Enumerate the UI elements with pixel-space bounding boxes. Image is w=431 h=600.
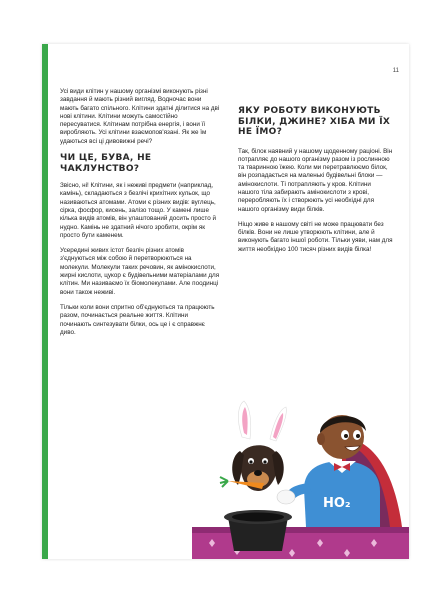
paragraph: Так, білок наявний у нашому щоденному раціоні. Він потрапляє до нашого організму разом із рослинною та тваринною їжею. Коли ми перетравлюємо білок, він розпадається на маленькі будівельні блоки — амінокислоти. Ті потрапляють у кров. Клітини нашого тіла забирають амінокислоти з крові, переробляють їх і створюють усі необхідні для нашого організму види білків. [238, 147, 393, 213]
paragraph: Ніщо живе в нашому світі не може працювати без білків. Вони не лише утворюють клітини, але й виконують багато іншої роботи. Тільки уяви, нам для життя необхідно 100 тисяч різних видів білка! [238, 220, 393, 253]
section-heading: ЯКУ РОБОТУ ВИКОНУЮТЬ БІЛКИ, ДЖИНЕ? ХІБА МИ ЇХ НЕ ЇМО? [238, 106, 391, 137]
paragraph: Усі види клітин у нашому організмі виконують різні завдання й мають різний вигляд. Водночас вони мають багато спільного. Клітини здатні ділитися на дві нові клітини. Клітини можуть самостійно пересуватися. Клітинам потрібна енергія, і вони її виробляють. Усі клітини взаємопов'язані. Як же їм удаються всі ці дивовижні речі? [60, 88, 220, 145]
magician-illustration [42, 399, 409, 559]
paragraph: Тільки коли вони спритно об'єднуються та працюють разом, починається реальне життя. Клітини починають синтезувати білки, ось це і є справжнє диво. [60, 303, 215, 336]
paragraph: Усередині живих істот безліч різних атомів з'єднуються між собою й перетворюються на молекули. Молекули таких речовин, як амінокислоти, жирні кислоти, цукор є будівельними матеріалами для клітин. Ми називаємо їх біомолекулами. Але поодинці вони також неживі. [60, 247, 220, 296]
magic-top-hat [224, 510, 292, 551]
shirt-label: HO₂ [323, 496, 351, 511]
dog-with-bunny-ears [220, 401, 286, 491]
section-heading: ЧИ ЦЕ, БУВА, НЕ ЧАКЛУНСТВО? [60, 153, 152, 174]
book-page [42, 44, 409, 559]
left-column [60, 88, 220, 344]
paragraph: Звісно, ні! Клітини, як і неживі предмети (наприклад, камінь), складаються з безлічі крихітних кульок, що називаються атомами. Атоми є різних видів: вуглець, сірка, фосфор, кисень, залізо тощо. У камені лише кілька видів атомів, він улаштований досить просто й нудно. Камінь не здатний нічого зробити, окрім як просто бути каменем. [60, 182, 216, 239]
stage-cloth [192, 527, 409, 559]
right-column [238, 106, 393, 261]
page-number: 11 [392, 68, 399, 74]
magician-boy [277, 415, 380, 527]
